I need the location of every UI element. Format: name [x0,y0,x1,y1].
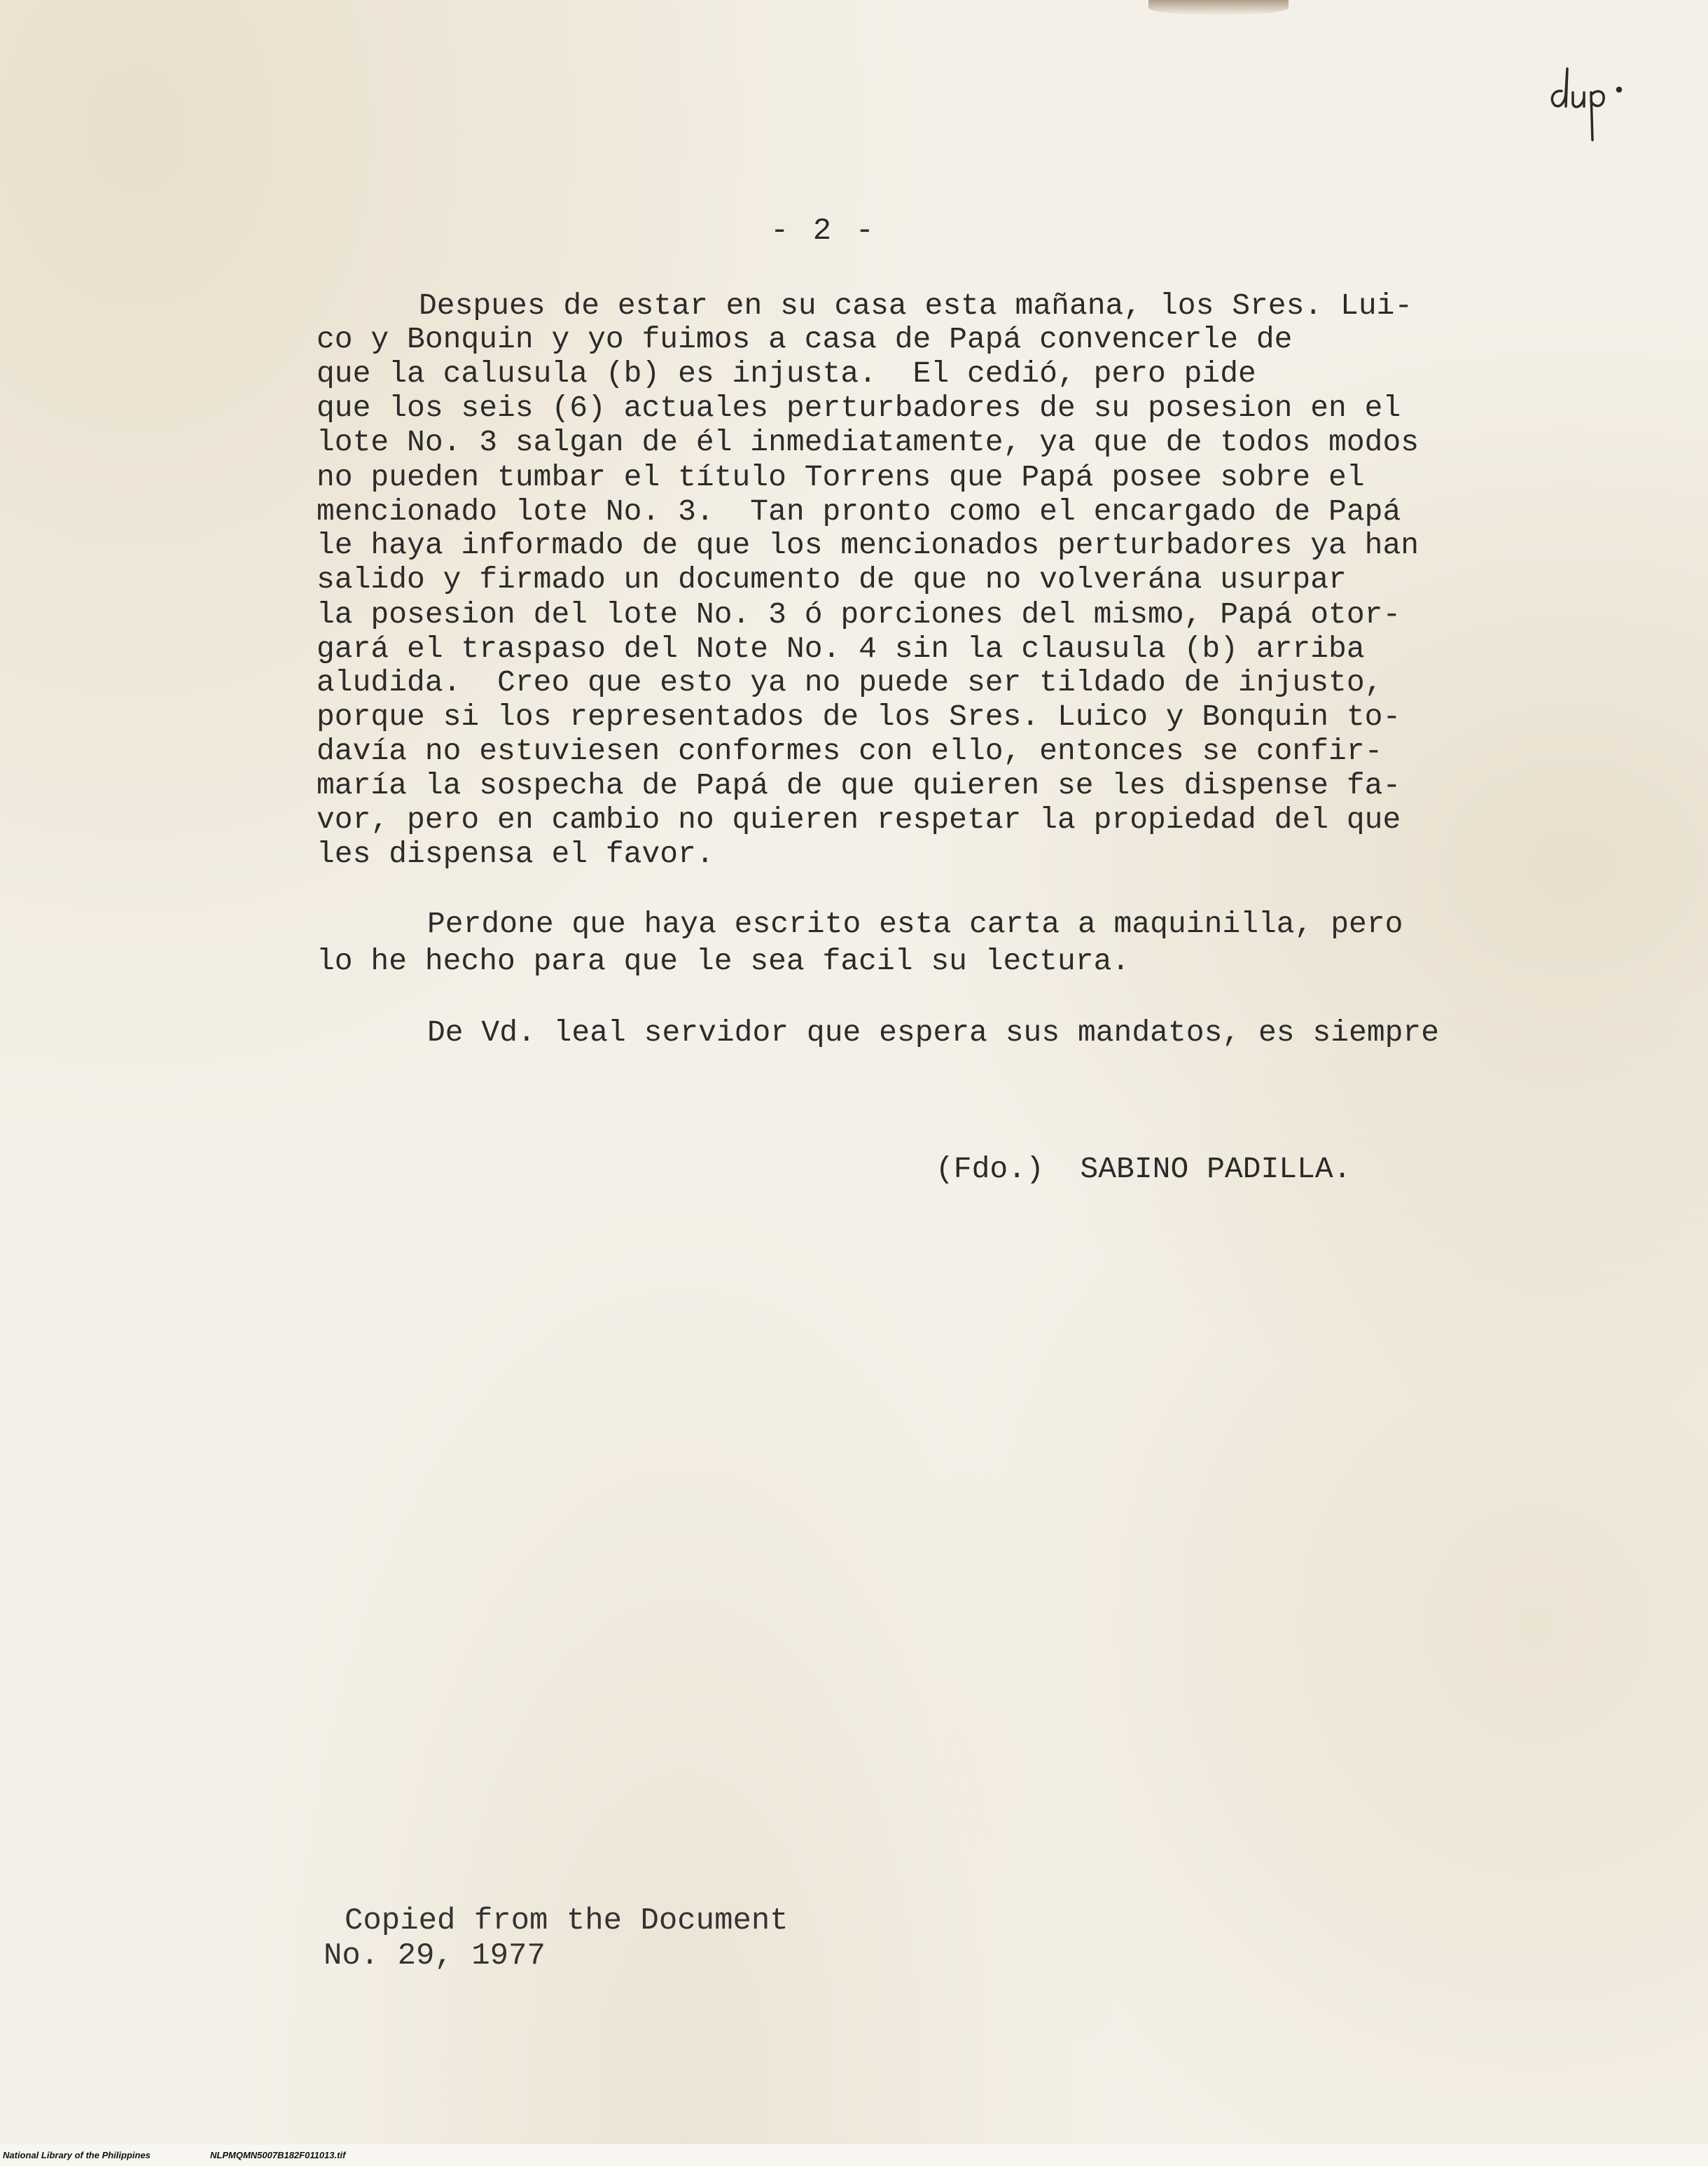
body-line: gará el traspaso del Note No. 4 sin la clausula (b) arriba [317,632,1365,666]
signature: (Fdo.) SABINO PADILLA. [936,1152,1352,1186]
archive-footer [0,2144,1708,2166]
document-number-note: No. 29, 1977 [324,1938,546,1973]
closing-line: De Vd. leal servidor que espera sus mandatos, es siempre [427,1015,1440,1050]
file-id: NLPMQMN5007B182F011013.tif [210,2150,346,2160]
body-line: mencionado lote No. 3. Tan pronto como el encargado de Papá [317,494,1401,529]
body-line: vor, pero en cambio no quieren respetar la propiedad del que [317,803,1401,837]
copied-from-note: Copied from the Document [345,1903,789,1938]
body-line: lote No. 3 salgan de él inmediatamente, ya que de todos modos [317,425,1419,459]
handwritten-dup-note [1541,49,1653,147]
body-line: Despues de estar en su casa esta mañana, los Sres. Lui- [419,289,1413,323]
body-line: le haya informado de que los mencionados perturbadores ya han [317,528,1419,562]
page-number: - 2 - [770,214,877,249]
paragraph-line: Perdone que haya escrito esta carta a maquinilla, pero [427,907,1403,941]
body-line: co y Bonquin y yo fuimos a casa de Papá convencerle de [317,322,1293,356]
paper-stain [1148,0,1289,15]
library-name: National Library of the Philippines [3,2150,151,2160]
body-line: aludida. Creo que esto ya no puede ser tildado de injusto, [317,665,1383,700]
body-line: les dispensa el favor. [317,837,714,871]
body-line: davía no estuviesen conformes con ello, entonces se confir- [317,734,1383,768]
body-line: porque si los representados de los Sres. Luico y Bonquin to- [317,700,1401,734]
body-line: maría la sospecha de Papá de que quieren se les dispense fa- [317,768,1401,803]
body-line: salido y firmado un documento de que no volverána usurpar [317,562,1347,597]
body-line: que la calusula (b) es injusta. El cedió, pero pide [317,356,1256,391]
body-line: que los seis (6) actuales perturbadores de su posesion en el [317,391,1401,425]
paragraph-line: lo he hecho para que le sea facil su lectura. [317,944,1130,978]
body-line: no pueden tumbar el título Torrens que Papá posee sobre el [317,460,1365,494]
body-line: la posesion del lote No. 3 ó porciones del mismo, Papá otor- [317,597,1401,632]
